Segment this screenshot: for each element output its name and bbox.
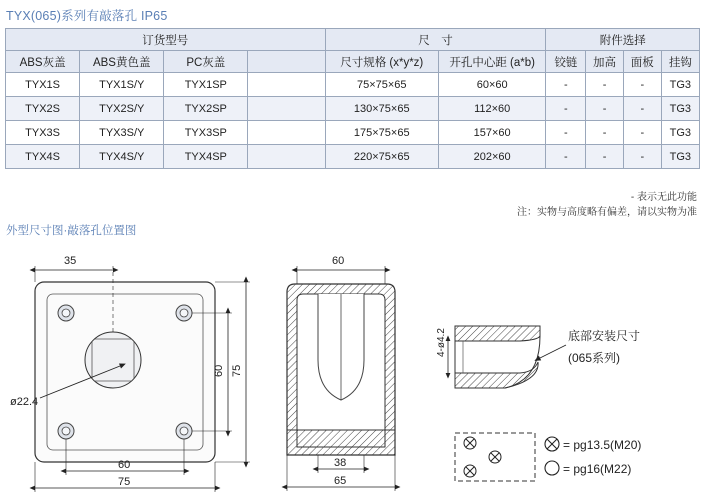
cell: TYX2S/Y xyxy=(80,97,164,121)
cell: - xyxy=(586,121,624,145)
drawing-area xyxy=(0,240,705,497)
cell xyxy=(248,145,325,169)
cell: - xyxy=(546,145,586,169)
cell: - xyxy=(623,121,661,145)
cell: TYX4S xyxy=(6,145,80,169)
side-section-view xyxy=(287,255,395,491)
knockout-circle xyxy=(85,332,141,388)
section-title: 外型尺寸图·敲落孔位置图 xyxy=(6,225,137,237)
cell: - xyxy=(623,73,661,97)
table-row xyxy=(6,145,700,169)
cell: - xyxy=(546,73,586,97)
col-abs-gray: ABS灰盖 xyxy=(6,51,80,73)
legend-symbol-crossed xyxy=(464,437,501,477)
mount-caption-line2: (065系列) xyxy=(568,351,621,365)
cell: 202×60 xyxy=(438,145,546,169)
front-dim-right-outer: 75 xyxy=(231,364,243,377)
cell: 130×75×65 xyxy=(325,97,438,121)
col-size-spec: 尺寸规格 (x*y*z) xyxy=(325,51,438,73)
col-panel: 面板 xyxy=(623,51,661,73)
cell: - xyxy=(546,97,586,121)
cell: TG3 xyxy=(661,97,699,121)
cell: TYX1S/Y xyxy=(80,73,164,97)
col-raise: 加高 xyxy=(586,51,624,73)
col-hole-center: 开孔中心距 (a*b) xyxy=(438,51,546,73)
mount-dim-label: 4-ø4.2 xyxy=(436,328,447,357)
cell: TYX3SP xyxy=(164,121,248,145)
cell: - xyxy=(623,97,661,121)
mount-caption-line1: 底部安装尺寸 xyxy=(568,329,641,343)
group-header-accessories: 附件选择 xyxy=(546,29,700,51)
cell: 60×60 xyxy=(438,73,546,97)
cell: TYX4S/Y xyxy=(80,145,164,169)
front-dim-inner-bottom: 60 xyxy=(118,459,131,471)
col-abs-yellow: ABS黄色盖 xyxy=(80,51,164,73)
note-line: 注：实物与高度略有偏差，请以实物为准 xyxy=(517,207,697,218)
table-group-header-row xyxy=(6,29,700,51)
spec-table xyxy=(5,28,700,169)
cell: TYX1SP xyxy=(164,73,248,97)
legend-key-1 xyxy=(545,437,641,452)
table-row xyxy=(6,97,700,121)
front-dim-top: 35 xyxy=(64,255,77,267)
cell: TYX1S xyxy=(6,73,80,97)
cell: - xyxy=(586,73,624,97)
cell: - xyxy=(586,97,624,121)
cell: TG3 xyxy=(661,145,699,169)
cell: - xyxy=(586,145,624,169)
cell: TYX2S xyxy=(6,97,80,121)
side-dim-top: 60 xyxy=(332,255,345,267)
cell: - xyxy=(623,145,661,169)
legend-key-2 xyxy=(545,461,631,476)
group-header-size: 尺 寸 xyxy=(325,29,546,51)
cell xyxy=(248,121,325,145)
table-column-header-row xyxy=(6,51,700,73)
mount-detail-view xyxy=(436,326,640,388)
side-dim-bottom: 65 xyxy=(334,475,347,487)
legend-label-2: = pg16(M22) xyxy=(563,462,632,476)
front-dim-right-inner: 60 xyxy=(213,364,225,377)
cell: TYX4SP xyxy=(164,145,248,169)
cell: - xyxy=(546,121,586,145)
col-blank xyxy=(248,51,325,73)
front-view xyxy=(10,255,250,492)
page-title: TYX(065)系列有敲落孔 IP65 xyxy=(6,9,168,23)
legend-view xyxy=(455,433,641,481)
col-hook: 挂钩 xyxy=(661,51,699,73)
cell: 112×60 xyxy=(438,97,546,121)
cell: TYX3S/Y xyxy=(80,121,164,145)
note-star: - 表示无此功能 xyxy=(630,192,697,203)
side-dim-inner-bottom: 38 xyxy=(334,457,347,469)
table-row xyxy=(6,73,700,97)
cell xyxy=(248,97,325,121)
cell: TYX3S xyxy=(6,121,80,145)
cell xyxy=(248,73,325,97)
cell: TG3 xyxy=(661,121,699,145)
cell: 157×60 xyxy=(438,121,546,145)
legend-label-1: = pg13.5(M20) xyxy=(563,438,642,452)
front-dim-outer-bottom: 75 xyxy=(118,476,131,488)
col-hinge: 铰链 xyxy=(546,51,586,73)
col-pc-gray: PC灰盖 xyxy=(164,51,248,73)
cell: TG3 xyxy=(661,73,699,97)
cell: 175×75×65 xyxy=(325,121,438,145)
cell: TYX2SP xyxy=(164,97,248,121)
front-dim-hole: ø22.4 xyxy=(10,396,39,408)
cell: 220×75×65 xyxy=(325,145,438,169)
group-header-order-model: 订货型号 xyxy=(6,29,326,51)
table-row xyxy=(6,121,700,145)
cell: 75×75×65 xyxy=(325,73,438,97)
